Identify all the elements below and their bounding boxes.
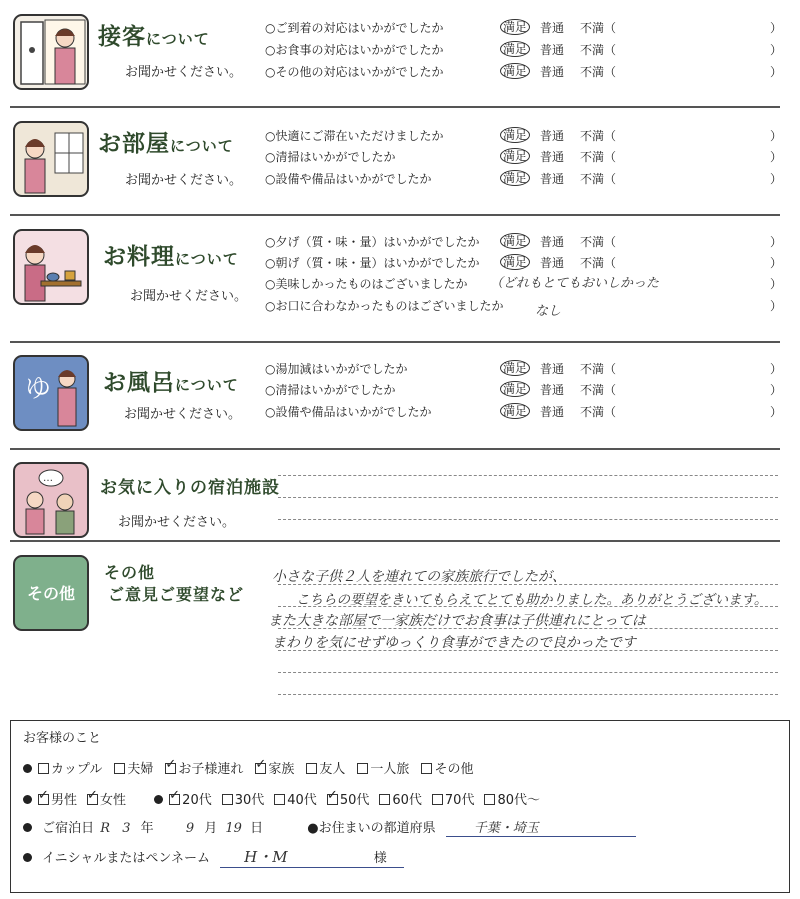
- heading-sub: お聞かせください。: [124, 407, 242, 422]
- question-text: ○ご到着の対応はいかがでしたか: [265, 21, 444, 35]
- checkbox-icon[interactable]: [421, 763, 432, 774]
- divider: [10, 448, 780, 450]
- year-unit: 年: [140, 821, 154, 836]
- question-text: ○美味しかったものはございましたか: [265, 277, 468, 291]
- svg-text:…: …: [43, 473, 53, 484]
- rating-option-average[interactable]: 普通: [540, 65, 565, 79]
- rating-option-dissatisfied[interactable]: 不満（: [580, 150, 617, 164]
- room-icon: [13, 121, 89, 197]
- checkbox-option[interactable]: ✓ 50代: [327, 793, 370, 808]
- write-line: [278, 672, 778, 673]
- rating-option-average[interactable]: 普通: [540, 383, 565, 397]
- heading-sub: お聞かせください。: [118, 515, 236, 530]
- checkbox-icon[interactable]: [306, 763, 317, 774]
- pref-label: ●お住まいの都道府県: [307, 821, 436, 836]
- stay-label: ご宿泊日: [42, 821, 95, 836]
- checkbox-option[interactable]: ✓男性: [38, 793, 77, 808]
- paren-close: ）: [770, 362, 783, 376]
- rating-option-satisfied[interactable]: 満足: [500, 63, 530, 79]
- rating-option-dissatisfied[interactable]: 不満（: [580, 405, 617, 419]
- rating-option-satisfied[interactable]: 満足: [500, 381, 530, 397]
- name-label: イニシャルまたはペンネーム: [42, 851, 210, 866]
- checkbox-icon[interactable]: [114, 763, 125, 774]
- heading-favorite: お気に入りの宿泊施設: [100, 478, 280, 498]
- stay-month: 9: [185, 821, 195, 836]
- checkbox-option[interactable]: 夫婦: [114, 762, 153, 777]
- rating-option-satisfied[interactable]: 満足: [500, 19, 530, 35]
- rating-option-dissatisfied[interactable]: 不満（: [580, 43, 617, 57]
- name-row: [23, 846, 404, 868]
- paren-close: ）: [770, 277, 783, 291]
- divider: [10, 214, 780, 216]
- checkbox-option[interactable]: 80代〜: [484, 793, 540, 808]
- checkbox-icon[interactable]: [379, 794, 390, 805]
- checkbox-option[interactable]: 30代: [222, 793, 265, 808]
- other-icon: [13, 555, 89, 631]
- rating-option-satisfied[interactable]: 満足: [500, 360, 530, 376]
- bullet-icon: [23, 853, 32, 862]
- rating-option-average[interactable]: 普通: [540, 172, 565, 186]
- checkbox-icon[interactable]: [432, 794, 443, 805]
- heading-room: お部屋について: [98, 131, 234, 157]
- heading-meal: お料理について: [103, 244, 239, 270]
- question-text: ○お食事の対応はいかがでしたか: [265, 43, 444, 57]
- comment-line: こちらの要望をきいてもらえてとても助かりました。ありがとうございます。: [296, 592, 768, 608]
- rating-option-dissatisfied[interactable]: 不満（: [580, 129, 617, 143]
- checkbox-icon[interactable]: [274, 794, 285, 805]
- rating-option-average[interactable]: 普通: [540, 129, 565, 143]
- question-text: ○清掃はいかがでしたか: [265, 150, 396, 164]
- rating-option-satisfied[interactable]: 満足: [500, 127, 530, 143]
- question-text: ○その他の対応はいかがでしたか: [265, 65, 444, 79]
- heading-sub: お聞かせください。: [125, 65, 243, 80]
- stay-year: 3: [122, 821, 131, 836]
- write-line: [278, 497, 778, 498]
- write-line: [278, 694, 778, 695]
- name-suffix: 様: [373, 851, 387, 866]
- checkbox-icon[interactable]: [222, 794, 233, 805]
- paren-close: ）: [770, 383, 783, 397]
- checkbox-icon[interactable]: [38, 763, 49, 774]
- rating-option-dissatisfied[interactable]: 不満（: [580, 235, 617, 249]
- staff-icon: [13, 14, 89, 90]
- paren-close: ）: [770, 21, 783, 35]
- rating-option-dissatisfied[interactable]: 不満（: [580, 383, 617, 397]
- name-field[interactable]: [220, 846, 404, 868]
- checkbox-option[interactable]: ✓ 家族: [255, 762, 294, 777]
- paren-close: ）: [770, 129, 783, 143]
- heading-sub: お聞かせください。: [125, 173, 243, 188]
- svg-text:ゆ: ゆ: [25, 374, 52, 404]
- stay-era: R: [100, 821, 111, 836]
- comment-line: まわりを気にせずゆっくり食事ができたので良かったです: [272, 635, 636, 651]
- checkbox-option[interactable]: カップル: [38, 762, 102, 777]
- bullet-icon: [23, 764, 32, 773]
- checkbox-icon[interactable]: [357, 763, 368, 774]
- question-text: ○快適にご滞在いただけましたか: [265, 129, 444, 143]
- other-icon-label: その他: [26, 584, 75, 603]
- month-unit: 月: [204, 821, 218, 836]
- stay-row: [23, 817, 636, 837]
- checkbox-icon[interactable]: [169, 794, 180, 805]
- stay-day: 19: [225, 821, 242, 836]
- rating-option-dissatisfied[interactable]: 不満（: [580, 65, 617, 79]
- heading-service: 接客について: [98, 24, 210, 50]
- rating-option-average[interactable]: 普通: [540, 150, 565, 164]
- customer-info-box: [10, 720, 790, 893]
- pref-value: 千葉・埼玉: [473, 821, 539, 836]
- paren-close: ）: [770, 235, 783, 249]
- checkbox-icon[interactable]: [484, 794, 495, 805]
- paren-close: ）: [770, 405, 783, 419]
- gender-age-row: [23, 789, 550, 808]
- rating-option-average[interactable]: 普通: [540, 405, 565, 419]
- checkbox-icon[interactable]: [38, 794, 49, 805]
- question-text: ○設備や備品はいかがでしたか: [265, 172, 432, 186]
- checkbox-option[interactable]: ✓ 女性: [87, 793, 126, 808]
- checkbox-option[interactable]: ✓ 20代: [169, 793, 212, 808]
- day-unit: 日: [250, 821, 264, 836]
- question-text: ○湯加減はいかがでしたか: [265, 362, 408, 376]
- write-line: [278, 519, 778, 520]
- rating-option-dissatisfied[interactable]: 不満（: [580, 172, 617, 186]
- free-answer: （どれもとてもおいしかった: [490, 276, 660, 291]
- paren-close: ）: [770, 256, 783, 270]
- checkbox-option[interactable]: 友人: [306, 762, 345, 777]
- comment-line: また大きな部屋で一家族だけでお食事は子供連れにとっては: [268, 613, 646, 629]
- rating-option-average[interactable]: 普通: [540, 21, 565, 35]
- comment-line: 小さな子供２人を連れての家族旅行でしたが、: [272, 569, 566, 585]
- rating-option-average[interactable]: 普通: [540, 256, 565, 270]
- write-line: [278, 475, 778, 476]
- divider: [10, 106, 780, 108]
- chat-icon: [13, 462, 89, 538]
- question-text: ○清掃はいかがでしたか: [265, 383, 396, 397]
- divider: [10, 341, 780, 343]
- heading-sub: お聞かせください。: [130, 289, 248, 304]
- bullet-icon: [23, 823, 32, 832]
- checkbox-option[interactable]: 60代: [379, 793, 422, 808]
- heading-bath: お風呂について: [103, 370, 239, 396]
- question-text: ○朝げ（質・味・量）はいかがでしたか: [265, 256, 480, 270]
- checkbox-icon[interactable]: [255, 763, 266, 774]
- rating-option-satisfied[interactable]: 満足: [500, 148, 530, 164]
- free-answer: なし: [535, 304, 562, 319]
- meal-icon: [13, 229, 89, 305]
- divider: [10, 540, 780, 542]
- pref-field[interactable]: [446, 817, 636, 837]
- rating-option-satisfied[interactable]: 満足: [500, 233, 530, 249]
- question-text: ○夕げ（質・味・量）はいかがでしたか: [265, 235, 480, 249]
- paren-close: ）: [770, 150, 783, 164]
- rating-option-average[interactable]: 普通: [540, 362, 565, 376]
- rating-option-satisfied[interactable]: 満足: [500, 170, 530, 186]
- rating-option-dissatisfied[interactable]: 不満（: [580, 256, 617, 270]
- paren-close: ）: [770, 172, 783, 186]
- rating-option-average[interactable]: 普通: [540, 43, 565, 57]
- checkbox-option[interactable]: その他: [421, 762, 473, 777]
- rating-option-dissatisfied[interactable]: 不満（: [580, 362, 617, 376]
- bullet-icon: [23, 795, 32, 804]
- rating-option-satisfied[interactable]: 満足: [500, 41, 530, 57]
- rating-option-satisfied[interactable]: 満足: [500, 403, 530, 419]
- name-value: H・M: [244, 848, 288, 866]
- checkbox-option[interactable]: 40代: [274, 793, 317, 808]
- checkbox-option[interactable]: 70代: [432, 793, 475, 808]
- paren-close: ）: [770, 43, 783, 57]
- question-text: ○設備や備品はいかがでしたか: [265, 405, 432, 419]
- bullet-icon: [154, 795, 163, 804]
- companion-row: [23, 758, 485, 777]
- paren-close: ）: [770, 299, 783, 313]
- rating-option-satisfied[interactable]: 満足: [500, 254, 530, 270]
- question-text: ○お口に合わなかったものはございましたか: [265, 299, 504, 313]
- checkbox-icon[interactable]: [165, 763, 176, 774]
- rating-option-average[interactable]: 普通: [540, 235, 565, 249]
- checkbox-option[interactable]: 一人旅: [357, 762, 409, 777]
- paren-close: ）: [770, 65, 783, 79]
- customer-title: お客様のこと: [23, 731, 102, 746]
- rating-option-dissatisfied[interactable]: 不満（: [580, 21, 617, 35]
- checkbox-option[interactable]: ✓ お子様連れ: [165, 762, 243, 777]
- checkbox-icon[interactable]: [87, 794, 98, 805]
- checkbox-icon[interactable]: [327, 794, 338, 805]
- heading-other: その他 ご意見ご要望など: [104, 563, 245, 604]
- bath-icon: [13, 355, 89, 431]
